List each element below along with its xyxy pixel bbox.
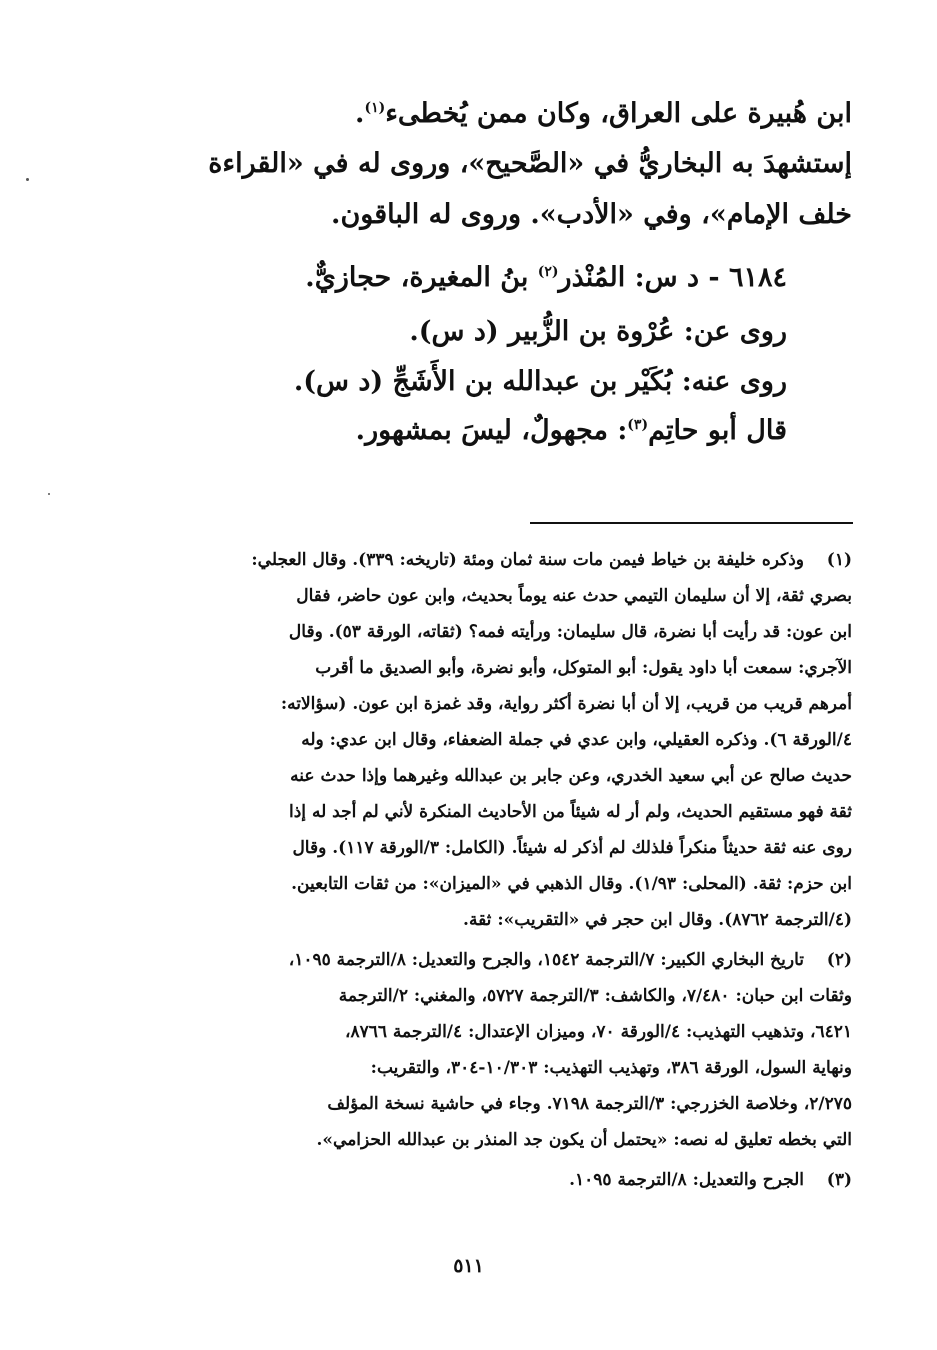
footnote-marker-1: (١) — [826, 550, 852, 570]
entry-rawa-anhu: روى عنه: بُكَيْر بن عبدالله بن الأَشَجِّ (د س). — [293, 366, 787, 397]
footnote-marker-3: (٣) — [826, 1170, 852, 1190]
main-text-line-3: خلف الإمام»، وفي «الأدب». وروى له الباقون. — [331, 199, 852, 230]
footnote-2-line: ونهاية السول، الورقة ٣٨٦، وتهذيب التهذيب: ١٠/٣٠٣-٣٠٤، والتقريب: — [370, 1058, 852, 1078]
footnote-1-line: وذكره خليفة بن خياط فيمن مات سنة ثمان ومئة (تاريخه: ٣٣٩). وقال العجلي: — [251, 550, 804, 570]
scan-speck — [26, 178, 29, 181]
footnote-2-line: ٦٤٢١، وتذهيب التهذيب: ٤/الورقة ٧٠، وميزان الإعتدال: ٤/الترجمة ٨٧٦٦، — [344, 1022, 852, 1042]
footnote-1-line: ابن حزم: ثقة. (المحلى: ١/٩٣). وقال الذهبي في «الميزان»: من ثقات التابعين. — [291, 874, 852, 894]
footnote-marker-2: (٢) — [826, 950, 852, 970]
footnote-1-line: أمرهم قريب من قريب، إلا أن أبا نضرة أكثر رواية، وقد غمزة ابن عون. (سؤالاته: — [280, 694, 852, 714]
footnote-3-line: الجرح والتعديل: ٨/الترجمة ١٠٩٥. — [569, 1170, 804, 1190]
main-line-1-end: . — [355, 98, 365, 129]
main-text-line-2: إستشهدَ به البخاريُّ في «الصَّحيح»، وروى له في «القراءة — [208, 148, 852, 179]
entry-rawa-an: روى عن: عُرْوة بن الزُّبير (د س). — [409, 316, 787, 347]
footnote-2-line: التي بخطه تعليق له نصه: «يحتمل أن يكون جد المنذر بن عبدالله الحزامي». — [316, 1130, 852, 1150]
footnote-1-line: ٤/الورقة ٦). وذكره العقيلي، وابن عدي في جملة الضعفاء، وقال ابن عدي: وله — [301, 730, 852, 750]
footnote-ref-2: (٢) — [537, 264, 559, 280]
footnote-1-line: (٤/الترجمة ٨٧٦٢). وقال ابن حجر في «التقريب»: ثقة. — [463, 910, 852, 930]
footnote-separator — [530, 522, 853, 524]
footnote-1-line: بصري ثقة، إلا أن سليمان التيمي حدث عنه يوماً بحديث، وابن عون حاضر، فقال — [296, 586, 852, 606]
main-text-line-1 — [355, 98, 852, 129]
footnote-2-line: وثقات ابن حبان: ٧/٤٨٠، والكاشف: ٣/الترجمة ٥٧٢٧، والمغني: ٢/الترجمة — [338, 986, 852, 1006]
footnote-2-line: ٢/٢٧٥، وخلاصة الخزرجي: ٣/الترجمة ٧١٩٨. وجاء في حاشية نسخة المؤلف — [327, 1094, 852, 1114]
footnote-ref-3: (٣) — [627, 417, 649, 433]
entry-qala-start: قال أبو حاتِم — [648, 415, 787, 446]
entry-qala — [356, 415, 787, 446]
entry-qala-end: : مجهولٌ، ليسَ بمشهور. — [355, 415, 628, 446]
main-line-1-text: ابن هُبيرة على العراق، وكان ممن يُخطىء — [385, 98, 852, 129]
footnote-1-line: ابن عون: قد رأيت أبا نضرة، قال سليمان: ورأيته فمه؟ (ثقاته، الورقة ٥٣). وقال — [288, 622, 852, 642]
footnote-1-line: ثقة فهو مستقيم الحديث، ولم أر له شيئاً من الأحاديث المنكرة لأني لم أجد له إذا — [289, 802, 852, 822]
footnote-2-line: تاريخ البخاري الكبير: ٧/الترجمة ١٥٤٢، والجرح والتعديل: ٨/الترجمة ١٠٩٥، — [288, 950, 804, 970]
footnote-1-line: الآجري: سمعت أبا داود يقول: أبو المتوكل، وأبو نضرة، وأبو الصديق ما أقرب — [315, 658, 852, 678]
footnote-ref-1: (١) — [364, 100, 386, 116]
page-number: ٥١١ — [453, 1255, 484, 1277]
footnote-1-line: حديث صالح عن أبي سعيد الخدري، وعن جابر بن عبدالله وغيرهما وإذا حدث عنه — [290, 766, 852, 786]
scan-speck — [48, 493, 50, 495]
entry-heading-start: ٦١٨٤ - د س: المُنْذر — [558, 262, 787, 293]
footnote-1-line: روى عنه ثقة حديثاً منكراً فلذلك لم أذكر له شيئاً. (الكامل: ٣/الورقة ١١٧). وقال — [292, 838, 852, 858]
entry-heading-end: بنُ المغيرة، حجازيٌّ. — [305, 262, 538, 293]
entry-heading — [305, 262, 787, 293]
